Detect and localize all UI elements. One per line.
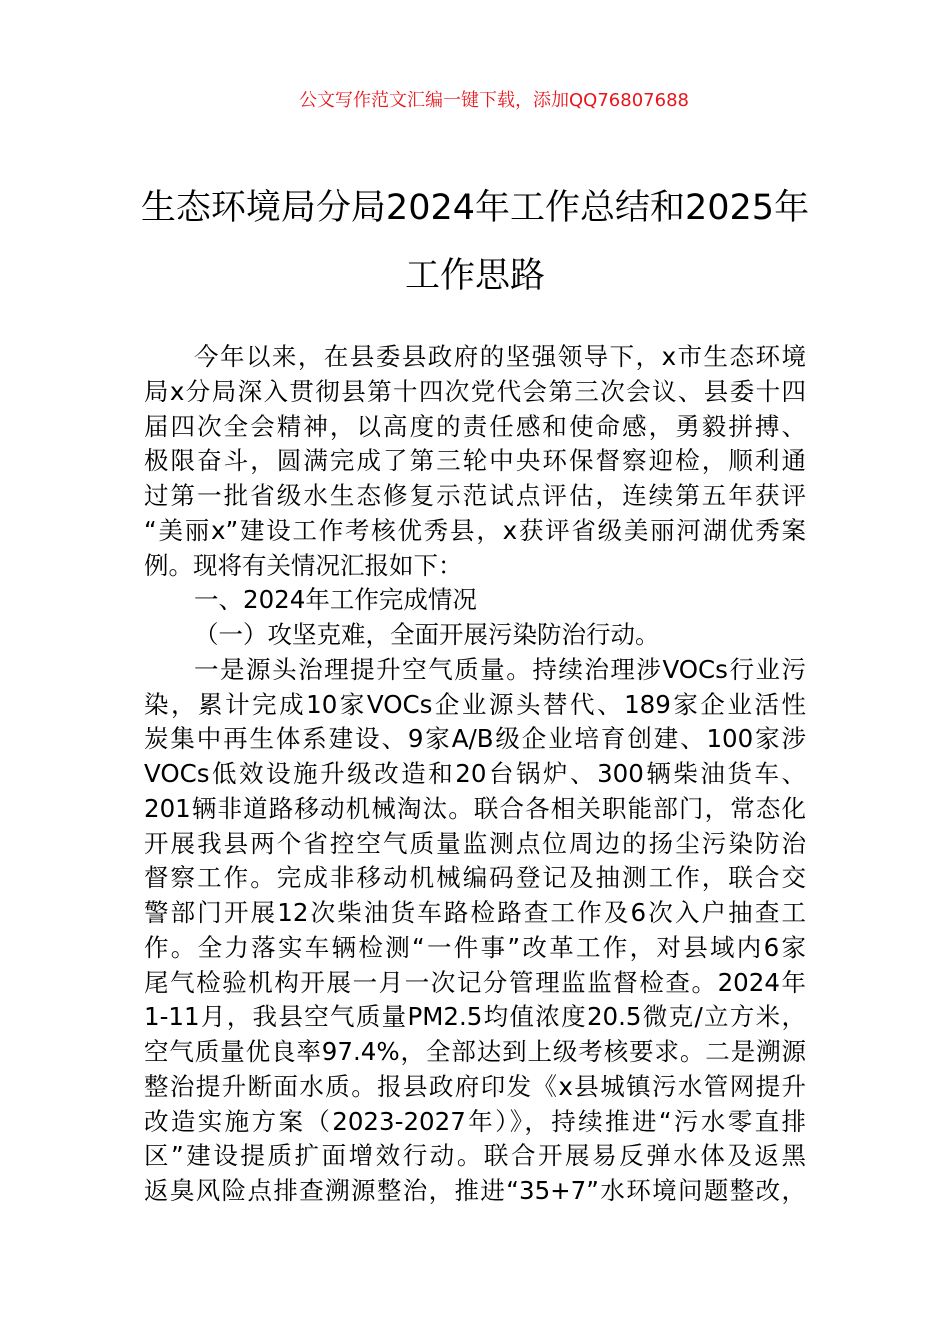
text-line: 改造实施方案（2023-2027年）》，持续推进“污水零直排: [144, 1106, 806, 1136]
text-line: 开展我县两个省控空气质量监测点位周边的扬尘污染防治: [144, 828, 806, 858]
section-heading: 一、2024年工作完成情况: [194, 585, 477, 615]
text-line: 整治提升断面水质。报县政府印发《x县城镇污水管网提升: [144, 1071, 806, 1101]
text-line: 1-11月，我县空气质量PM2.5均值浓度20.5微克/立方米，: [144, 1002, 806, 1032]
text-line: 尾气检验机构开展一月一次记分管理监监督检查。2024年: [144, 967, 806, 997]
text-line: 届四次全会精神，以高度的责任感和使命感，勇毅拼搏、: [144, 411, 806, 441]
text-line: 过第一批省级水生态修复示范试点评估，连续第五年获评: [144, 481, 806, 510]
text-line: 督察工作。完成非移动机械编码登记及抽测工作，联合交: [144, 863, 806, 893]
text-line: 例。现将有关情况汇报如下：: [144, 550, 463, 580]
watermark-text: 公文写作范文汇编一键下载，添加QQ76807688: [299, 90, 689, 111]
document-title-line-1: 生态环境局分局2024年工作总结和2025年: [140, 188, 810, 228]
text-line: 作。全力落实车辆检测“一件事”改革工作，对县域内6家: [144, 932, 806, 962]
text-line: 极限奋斗，圆满完成了第三轮中央环保督察迎检，顺利通: [144, 446, 806, 476]
text-line: 警部门开展12次柴油货车路检路查工作及6次入户抽查工: [144, 898, 806, 927]
document-title-line-2: 工作思路: [404, 256, 545, 296]
text-line: 区”建设提质扩面增效行动。联合开展易反弹水体及返黑: [144, 1141, 806, 1171]
text-line: “美丽x”建设工作考核优秀县，x获评省级美丽河湖优秀案: [144, 515, 806, 545]
text-line: 炭集中再生体系建设、9家A/B级企业培育创建、100家涉: [144, 724, 806, 754]
text-line: VOCs低效设施升级改造和20台锅炉、300辆柴油货车、: [144, 759, 806, 788]
text-line: 空气质量优良率97.4%，全部达到上级考核要求。二是溯源: [144, 1037, 806, 1066]
subsection-heading: （一）攻坚克难，全面开展污染防治行动。: [194, 620, 660, 649]
text-line: 染，累计完成10家VOCs企业源头替代、189家企业活性: [144, 689, 806, 719]
document-body: [144, 340, 806, 1209]
text-line: 局x分局深入贯彻县第十四次党代会第三次会议、县委十四: [144, 376, 806, 406]
text-line: 一是源头治理提升空气质量。持续治理涉VOCs行业污: [194, 654, 806, 684]
text-line: 今年以来，在县委县政府的坚强领导下，x市生态环境: [194, 342, 806, 371]
text-line: 返臭风险点排查溯源整治，推进“35+7”水环境问题整改，: [144, 1176, 806, 1205]
text-line: 201辆非道路移动机械淘汰。联合各相关职能部门，常态化: [144, 793, 806, 823]
